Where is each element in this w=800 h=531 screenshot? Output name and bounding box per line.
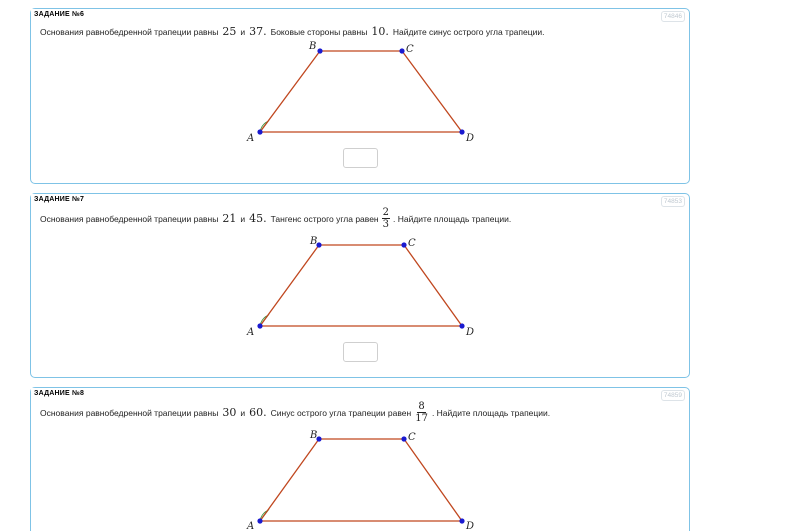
- vertex-d-dot: [459, 129, 464, 134]
- task-header: ЗАДАНИЕ №6: [31, 9, 87, 20]
- math-value: 21: [222, 212, 237, 225]
- vertex-d-label: D: [466, 327, 475, 338]
- math-value: 45.: [249, 212, 267, 225]
- task-text-part: Синус острого угла трапеции равен: [270, 407, 412, 418]
- vertex-d-dot: [459, 323, 464, 328]
- math-value: 30: [222, 406, 237, 419]
- answer-input[interactable]: [343, 148, 378, 168]
- task-text-part: . Найдите площадь трапеции.: [393, 213, 512, 224]
- task-text-part: Найдите синус острого угла трапеции.: [392, 26, 545, 37]
- task-card-7: [30, 193, 690, 378]
- vertex-c-label: C: [408, 432, 416, 443]
- vertex-a-label: A: [247, 521, 255, 531]
- fraction-denominator: 3: [382, 219, 389, 230]
- vertex-a-label: A: [247, 327, 255, 338]
- fraction-denominator: 17: [415, 413, 428, 424]
- task-header: ЗАДАНИЕ №7: [31, 194, 87, 205]
- task-id: 74859: [661, 390, 685, 401]
- vertex-c-label: C: [408, 238, 416, 249]
- vertex-a-dot: [257, 323, 262, 328]
- task-text-part: Основания равнобедренной трапеции равны: [40, 407, 219, 418]
- vertex-d-dot: [459, 518, 464, 523]
- vertex-c-label: C: [406, 44, 414, 55]
- vertex-b-label: B: [310, 430, 318, 441]
- task-text-part: Основания равнобедренной трапеции равны: [40, 213, 219, 224]
- task-card-6: [30, 8, 690, 184]
- task-text-part: Боковые стороны равны: [270, 26, 368, 37]
- vertex-d-label: D: [466, 521, 475, 531]
- fraction-numerator: 2: [382, 207, 389, 218]
- task-text-part: и: [240, 213, 246, 224]
- vertex-b-label: B: [310, 236, 318, 247]
- vertex-a-label: A: [247, 133, 255, 144]
- task-text-part: Основания равнобедренной трапеции равны: [40, 26, 219, 37]
- math-value: 10.: [371, 25, 389, 38]
- trapezoid: [260, 245, 462, 326]
- task-id: 74846: [661, 11, 685, 22]
- answer-input[interactable]: [343, 342, 378, 362]
- vertex-c-dot: [399, 48, 404, 53]
- vertex-c-dot: [401, 436, 406, 441]
- vertex-b-dot: [317, 48, 322, 53]
- math-value: 37.: [249, 25, 267, 38]
- vertex-d-label: D: [466, 133, 475, 144]
- vertex-a-dot: [257, 129, 262, 134]
- trapezoid-figure: [31, 388, 691, 531]
- task-text-part: . Найдите площадь трапеции.: [431, 407, 551, 418]
- task-id: 74853: [661, 196, 685, 207]
- task-card-8: [30, 387, 690, 531]
- trapezoid: [260, 51, 462, 132]
- fraction-numerator: 8: [418, 401, 425, 412]
- task-text-part: и: [240, 26, 246, 37]
- task-text-part: и: [240, 407, 246, 418]
- task-text-part: Тангенс острого угла равен: [270, 213, 379, 224]
- math-value: 25: [222, 25, 237, 38]
- trapezoid: [260, 439, 462, 521]
- math-value: 60.: [249, 406, 267, 419]
- task-header: ЗАДАНИЕ №8: [31, 388, 87, 399]
- vertex-c-dot: [401, 242, 406, 247]
- vertex-b-label: B: [309, 41, 317, 52]
- vertex-a-dot: [257, 518, 262, 523]
